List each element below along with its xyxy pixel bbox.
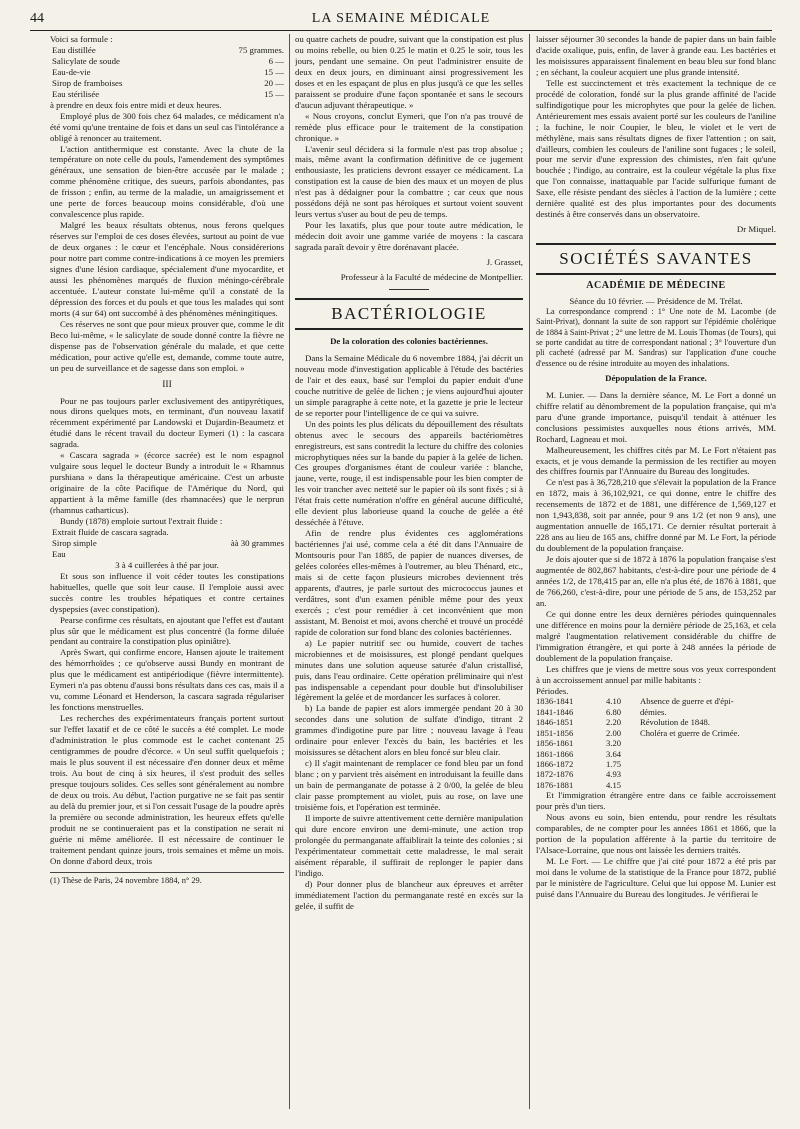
periods-table [536, 696, 776, 790]
paragraph: b) La bande de papier est alors immergée pendant 20 à 30 secondes dans une solution de sulfate d'indigo, titrant 2 grammes d'indigotine pure par litre ; nouveau lavage à l'eau ordinaire pour enlever l'excès du bain, les bactéries et les moisissures se détachent alors en bleu foncé sur bleu clair. [295, 703, 523, 758]
paragraph: Après Swart, qui confirme encore, Hansen ajoute le traitement des hémorrhoïdes ; ce qu'observe aussi Bundy en montrant de plus que le médicament est antipériodique (fièvre intermittente). Eymeri n'a pas obtenu d'aussi bons résultats dans ces cas, mais il a vu, comme Léonard et Henderson, la cascara sagrada régulariser les fonctions menstruelles. [50, 647, 284, 713]
paragraph: M. Le Fort. — Le chiffre que j'ai cité pour 1872 a été pris par moi dans le volume de la statistique de la France pour 1872, publié par le ministère de l'agriculture. Celui que lui oppose M. Lunier est puisé dans l'Annuaire du Bureau des longitudes. Je vérifierai le [536, 855, 776, 899]
paragraph: Et sous son influence il voit céder toutes les constipations habituelles, quelle que soit leur cause. Il l'emploie aussi avec succès contre les troubles hépatiques et contre certaines dyspepsies (avec constipation). [50, 570, 284, 614]
column-3 [536, 34, 776, 1109]
paragraph: L'action antithermique est constante. Avec la chute de la température on note celle du pouls, l'amendement des symptômes généraux, une sensation de bien-être accusée par le malade ; comme phénomène critique, des sueurs, parfois abondantes, pas de frisson ; enfin, au terme de la maladie, un amaigrissement et une perte de forces beaucoup moins considérable, d'où une convalescence plus rapide. [50, 143, 284, 220]
table-cell: 1841-1846 [536, 706, 574, 717]
session-line: Séance du 10 février. — Présidence de M. Trélat. [569, 296, 743, 307]
paragraph: Malgré les beaux résultats obtenus, nous ferons quelques réserves sur l'emploi de ces doses élevées, surtout au point de vue de deux organes : le cœur et l'encéphale. Nous considérerions pour notre part comme contre-indications à ce moyen les premiers signes d'une lésion cardiaque, spécialement d'une myocardite, et aussi les phénomènes marqués de fluxion méningo-cérébrale accentuée. L'auteur constate lui-même qu'il a constaté de la dépression des forces et du pouls et que tous les malades qui sont morts (4 sur 64) ont succombé à des phénomènes méningitiques. [50, 220, 284, 318]
recipe-list [50, 527, 284, 560]
table-label: Périodes. [536, 685, 569, 696]
paragraph: Malheureusement, les chiffres cités par M. Le Fort n'étaient pas exacts, et je vous demande la permission de les rectifier au moyen des chiffres fournis par l'Annuaire du Bureau des longitudes. [536, 444, 776, 477]
table-cell [640, 738, 776, 748]
table-cell: 4.93 [606, 769, 622, 780]
paragraph: Pearse confirme ces résultats, en ajoutant que l'effet est d'autant plus sûr que le médicament est plus concentré (la forme diluée pendant au contraire la constipation plus opiniâtre). [50, 614, 284, 647]
table-cell [640, 749, 776, 759]
paragraph: Telle est succinctement et très exactement la technique de ce procédé de coloration, fondé sur la plus grande affinité de l'acide sulfindigotique pour les microphytes que pour la gelée de lichen. Antérieurement mes essais avaient porté sur les couleurs de l'aniline ; la fuchine, le noir Coupier, le bleu, le violet et le vert de méthylène, mais sans résultats dignes de fixer l'attention ; on sait, d'ailleurs, combien les couleurs de l'aniline sont fugaces ; le soleil, pour me servir d'une expression des chimistes, n'en fait qu'une bouchée ; l'indigo, au contraire, est la couleur végétale la plus fixe que l'on connaisse, inattaquable par l'acide sulfurique fumant de Saxe, elle résiste pendant des siècles à l'action de la lumière ; cette dernière qualité est des plus importantes pour des documents destinés à être conservés dans un observatoire. [536, 77, 776, 220]
academy-heading: ACADÉMIE DE MÉDECINE [586, 280, 726, 292]
page-header [30, 8, 772, 31]
table-cell: 1851-1856 [536, 727, 574, 738]
paragraph: Les chiffres que je viens de mettre sous vos yeux correspondent à un accroissement annuel par mille habitants : [536, 663, 776, 685]
recipe-line: Eau distillée 75 grammes. [52, 44, 284, 55]
paragraph: Ce qui donne entre les deux dernières périodes quinquennales une différence en moins pour la dernière période de 25,163, et cela malgré l'augmentation relativement considérable du chiffre de l'immigration étrangère, et qui porte à 248 années la période de doublement de la population française. [536, 608, 776, 663]
paragraph: Voici sa formule : [50, 34, 113, 44]
paragraph: a) Le papier nutritif sec ou humide, couvert de taches microbiennes et de moisissures, est plongé pendant quelques minutes dans une solution aqueuse saturée d'alun cristallisé, puis, dans l'eau ordinaire. Cette opération préliminaire qui n'est pas indispensable a cependant pour double but d'insolubiliser légèrement la gelée et de mordancer les surfaces à colorer. [295, 637, 523, 703]
page-number: 44 [30, 11, 44, 26]
table-cell: 1856-1861 [536, 738, 574, 749]
paragraph: La correspondance comprend : 1° Une note de M. Lacombe (de Saint-Privat), donnant la suite de son rapport sur l'épidémie cholérique de 1884 à Saint-Privat ; 2° une lettre de M. Louis Thomas (de Tours), qui se porte candidat au titre de correspondant national ; 3° l'ouverture d'un pli cacheté (adressé par M. Sandras) sur l'application d'une couche d'essence ou de résine introduite au moyen des inhalations. [536, 307, 776, 368]
table-cell: 2.20 [606, 717, 622, 728]
column-divider [289, 34, 290, 1109]
paragraph: c) Il s'agit maintenant de remplacer ce fond bleu par un fond blanc ; on y parvient très aisément en introduisant la feuille dans un bain de permanganate de potasse à 2 0/00, la gelée de bleu clair passe promptement au violet, puis au rose, on lave une troisième fois, et l'opération est terminée. [295, 758, 523, 812]
table-cell: 3.64 [606, 748, 622, 759]
recipe-line: Sirop de framboises 20 — [52, 77, 284, 88]
table-cell: 1.75 [606, 758, 622, 769]
table-cell: Choléra et guerre de Crimée. [640, 727, 740, 738]
paragraph: Les recherches des expérimentateurs français portent surtout sur l'effet laxatif et de ce côté le succès a été complet. Le mode d'administration le plus commode est le cachet contenant 25 centigrammes de poudre d'écorce. « Un seul suffit quelquefois ; mais le plus souvent il est nécessaire d'en donner deux et même trois. Au bout de cinq à six heures, il s'est produit des selles presque toujours solides. Ces selles sont généralement au nombre de deux ou trois. Au début, l'action purgative ne se fait pas sentir au delà du premier jour, et si l'on cessait l'usage de la poudre après la première ou seconde administration, les heureux effets qu'elle produit ne se continueraient pas et la constipation ne serait ni guérie ni même améliorée. Il est nécessaire de continuer le traitement pendant quinze jours, trois semaines et même un mois. On donne d'abord deux, trois [50, 713, 284, 866]
paragraph: L'avenir seul décidera si la formule n'est pas trop absolue ; mais, même avant la confirmation définitive de ce jugement enthousiaste, les praticiens devront essayer ce médicament. La constipation est la cause de bien des maux et un moyen de plus n'est pas à dédaigner pour la combattre ; car ceux que nous possédons déjà ne sont pas héroïques et surtout voient souvent leurs vertus s'user au bout de peu de temps. [295, 143, 523, 220]
paragraph: Dans la Semaine Médicale du 6 novembre 1884, j'ai décrit un nouveau mode d'investigation applicable à l'étude des bactéries de l'air et des eaux, basé sur l'emploi du papier enduit d'une couche nutritive de gelée de lichen ; je viens aujourd'hui ajouter un simple paragraphe à cette note, et la gazette je prie le lecteur de se reporter pour l'intelligence de ce qui va suivre. [295, 352, 523, 418]
paragraph: Nous avons eu soin, bien entendu, pour rendre les résultats comparables, de ne compter pour les années 1861 et 1866, que la portion de la population afférente à la partie du territoire de l'Alsace-Lorraine, que nous ont laissée les derniers traités. [536, 812, 776, 855]
paragraph: Afin de rendre plus évidentes ces agglomérations bactériennes j'ai usé, comme cela a été dit dans l'Annuaire de Montsouris pour l'an 1885, de papier de nuances diverses, de gelées colorées elles-mêmes à l'outremer, au bleu Thénard, etc., mais si de cette façon plusieurs microbes deviennent très apparents, d'autres, je parle surtout des micrococcus jaunes et verdâtres, sont d'un examen pénible même pour des yeux exercés ; c'est pour remédier à cet inconvénient que mon assistant, M. Benoist et moi, avons cherché et trouvé un procédé rapide de coloration sur fond blanc des colonies bactériennes. [295, 528, 523, 637]
recipe-note: 3 à 4 cuillerées à thé par jour. [115, 559, 219, 570]
paragraph: M. Lunier. — Dans la dernière séance, M. Le Fort a donné un chiffre relatif au dénombrement de la population française, qui m'a paru d'une grande importance, puisqu'il tendait à atténuer les conclusions pessimistes auxquelles nous étions arrivés, MM. Rochard, Lagneau et moi. [536, 389, 776, 444]
recipe-line: Salicylate de soude 6 — [52, 55, 284, 66]
paragraph: Pour ne pas toujours parler exclusivement des antipyrétiques, nous dirons quelques mots, en terminant, d'un nouveau laxatif récemment expérimenté par Landowski et Dujardin-Beaumetz et étudié dans le récent travail du docteur Eymeri (1) : la cascara sagrada. [50, 395, 284, 450]
author-signature: Dr Miquel. [736, 224, 776, 235]
paragraph: Ces réserves ne sont que pour mieux prouver que, comme le dit Beco lui-même, « le salicylate de soude donné contre la fièvre ne dispense pas de l'observation générale du malade, et que cette médication, pour active qu'elle est, demande, comme toute autre, un peu de surveillance et de sagesse dans son emploi. » [50, 318, 284, 373]
section-number: III [162, 379, 172, 390]
footnote: (1) Thèse de Paris, 24 novembre 1884, n° 29. [50, 872, 284, 887]
table-cell: 1846-1851 [536, 717, 574, 728]
table-cell: 1872-1876 [536, 769, 574, 780]
column-1 [50, 34, 284, 1109]
paragraph: Ce n'est pas à 36,728,210 que s'élevait la population de la France en 1872, mais à 36,102,921, ce qui donne, entre le chiffre des recensements de 1872 et de 1881, une différence de 1,569,127 et non 1,943,838, soit par année, pour 9 ans 1/2 (et non 9 ans), une augmentation annuelle de 165,171. Ce dernier résultat porterait à 228 ans au lieu de 165 ans, chiffre donné par M. Le Fort, la période du doublement de la population française. [536, 477, 776, 554]
recipe-line: Eau [52, 548, 66, 559]
column-divider [529, 34, 530, 1109]
subsection-title: Dépopulation de la France. [605, 372, 707, 383]
recipe-line: Eau-de-vie 15 — [52, 66, 284, 77]
column-2 [295, 34, 523, 1109]
table-cell [640, 769, 776, 779]
table-cell: 4.15 [606, 779, 622, 790]
table-cell: 1866-1872 [536, 758, 574, 769]
table-cell: 6.80 [606, 706, 622, 717]
table-cell: 2.00 [606, 727, 622, 738]
journal-title: LA SEMAINE MÉDICALE [311, 11, 491, 26]
table-cell: 1861-1866 [536, 748, 574, 759]
paragraph: Il importe de suivre attentivement cette dernière manipulation qui dure encore environ une demi-minute, une action trop prolongée du permanganate affaiblirait la teinte des colonies ; si l'expérimentateur commettait cette maladresse, le mal serait aisément réparable, il suffirait de replonger le papier dans l'indigo. [295, 812, 523, 878]
table-cell: démies. [640, 706, 667, 717]
table-cell: 4.10 [606, 696, 622, 707]
separator [389, 289, 429, 290]
table-cell: 1836-1841 [536, 696, 574, 707]
paragraph: « Cascara sagrada » (écorce sacrée) est le nom espagnol vulgaire sous lequel le docteur Bundy a introduit le « Rhamnus purshiana » dans la thérapeutique américaine. C'est un arbuste originaire de la côte Pacifique de l'Amérique du Nord, qui appartient à la même famille (des rhamnacées) que le nerprun (rhamnus catharticus). [50, 450, 284, 516]
paragraph: Et l'immigration étrangère entre dans ce faible accroissement pour près d'un tiers. [536, 790, 776, 812]
section-title: BACTÉRIOLOGIE [295, 298, 523, 330]
paragraph: Un des points les plus délicats du dépouillement des résultats obtenus avec le secours des appareils bactériomètres enregistreurs, est sans contredit la lecture du chiffre des colonies microphytiques nées sur la bande du papier à la gelée de lichen. Ces groupes d'organismes étant de couleur variée : blanche, jaune, verte, rouge, il est indispensable pour les bien compter de les voir trancher avec netteté sur le papier où ils sont fixés ; si à l'état frais cette numération n'offre en général aucune difficulté, elle devient plus laborieuse quand la couche de gelée a été desséchée à l'étuve. [295, 418, 523, 528]
paragraph: d) Pour donner plus de blancheur aux épreuves et arrêter immédiatement l'action du permanganate resté en excès sur la gelée, il suffit de [295, 878, 523, 911]
recipe-list [50, 45, 284, 100]
paragraph: « Nous croyons, conclut Eymeri, que l'on n'a pas trouvé de remède plus efficace pour le traitement de la constipation chronique. » [295, 110, 523, 143]
table-cell: 1876-1881 [536, 779, 574, 790]
author-title: Professeur à la Faculté de médecine de Montpellier. [340, 272, 523, 283]
paragraph: laisser séjourner 30 secondes la bande de papier dans un bain faible d'acide oxalique, puis, enfin, de laver à grande eau. Les bactéries et les moisissures apparaissent finalement en beau bleu sur fond blanc ; en séchant, la couleur acquiert une plus grande intensité. [536, 34, 776, 77]
table-cell: Absence de guerre et d'épi- [640, 696, 734, 707]
paragraph: Pour les laxatifs, plus que pour toute autre médication, le médecin doit avoir une gamme variée de moyens : la cascara sagrada paraît devoir y être dorénavant placée. [295, 220, 523, 253]
article-subtitle: De la coloration des colonies bactériennes. [330, 335, 488, 346]
paragraph: Bundy (1878) emploie surtout l'extrait fluide : [60, 515, 223, 526]
author-signature: J. Grasset, [486, 257, 523, 268]
table-cell [640, 780, 776, 790]
recipe-line: Extrait fluide de cascara sagrada. [52, 526, 169, 537]
paragraph: ou quatre cachets de poudre, suivant que la constipation est plus ou moins rebelle, ou bien 0.25 le matin et 0.25 le soir, tous les jours, pendant une semaine. On peut l'administrer ensuite de deux en deux jours, en diminuant ainsi progressivement les doses et en les espaçant de plus en plus jusqu'à ce que les selles paraissent se produire d'une façon spontanée et sans le secours d'aucun adjuvant thérapeutique. » [295, 34, 523, 110]
table-cell: 3.20 [606, 738, 622, 749]
recipe-line: Sirop simple àà 30 grammes [52, 537, 284, 548]
recipe-line: Eau stérilisée 15 — [52, 88, 284, 99]
table-cell [640, 759, 776, 769]
paragraph: à prendre en deux fois entre midi et deux heures. [50, 99, 222, 110]
paragraph: Employé plus de 300 fois chez 64 malades, ce médicament n'a été vomi qu'une trentaine de fois et dans un seul cas l'intolérance a obligé à renoncer au traitement. [50, 110, 284, 143]
section-title: SOCIÉTÉS SAVANTES [536, 243, 776, 275]
paragraph: Je dois ajouter que si de 1872 à 1876 la population française s'est augmentée de 802,867 habitants, c'est-à-dire pour une période de 4 années 1/2, de 178,415 par an, elle n'a plus été, de 1876 à 1881, que de 766,260, c'est-à-dire, pour une période de 5 ans, de 153,252 par an. [536, 554, 776, 608]
table-cell: Révolution de 1848. [640, 717, 710, 728]
